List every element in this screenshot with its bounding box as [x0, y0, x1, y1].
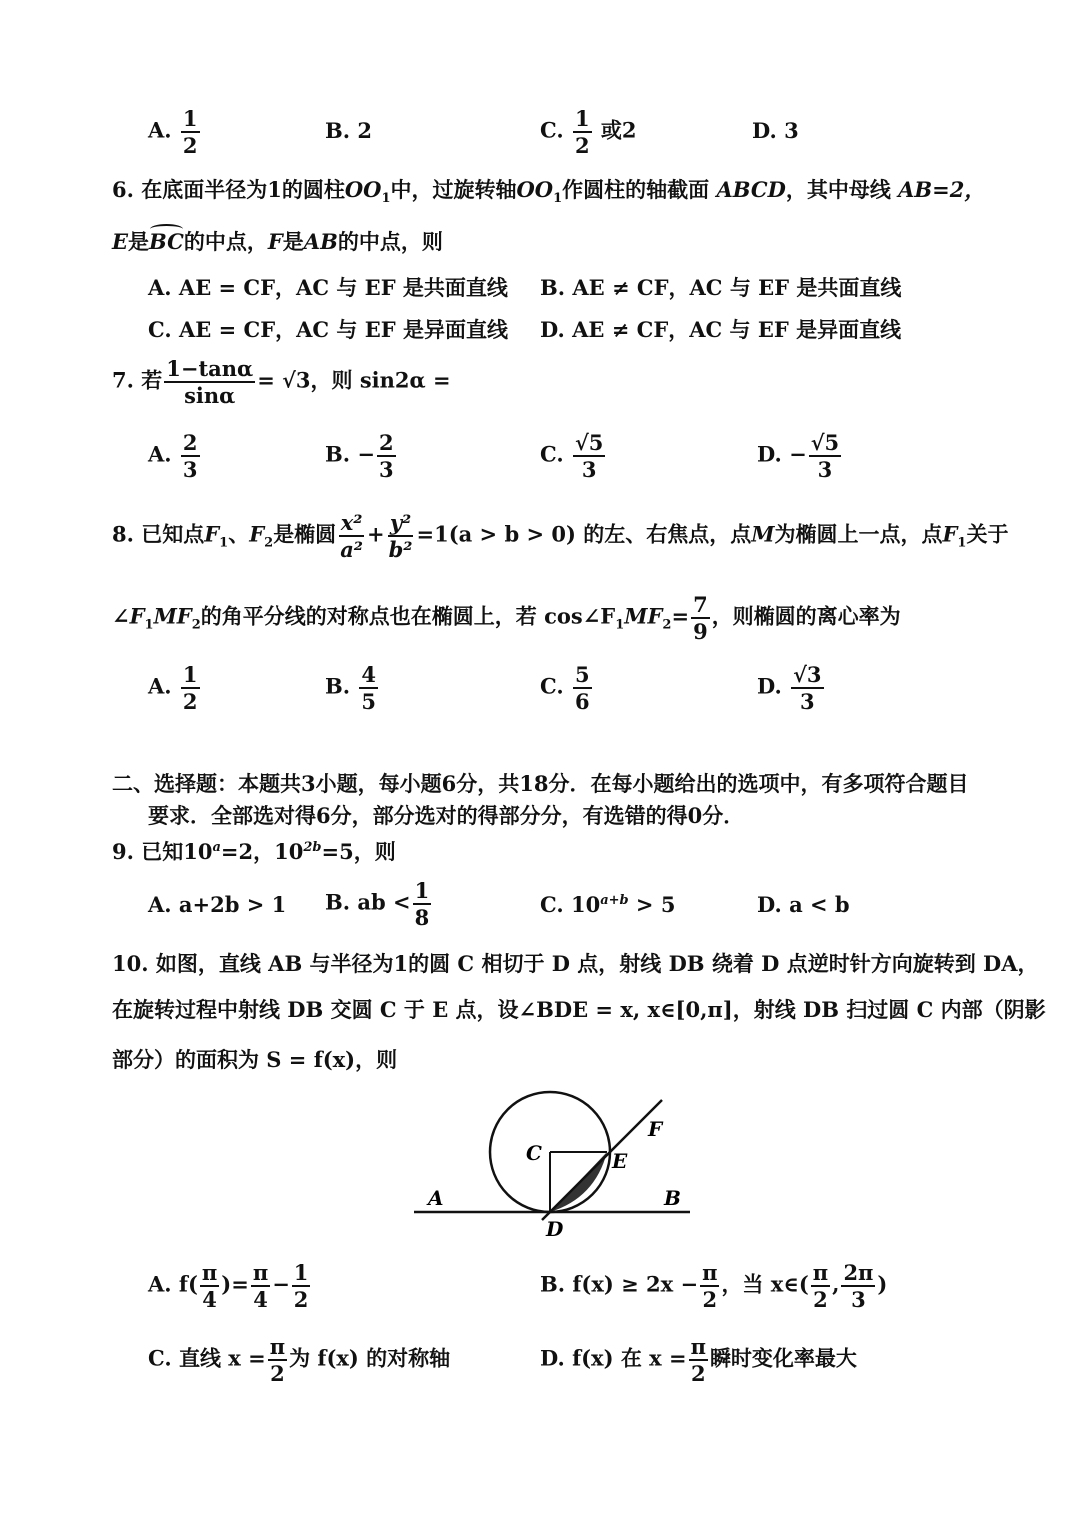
fraction: $\frac{2\pi}{3}$	[843, 1260, 874, 1312]
q10-option-c[interactable]: C. 直线 x = $\frac{\pi}{2}$ 为 f(x) 的对称轴	[148, 1334, 451, 1386]
q7-option-a[interactable]: A. $\frac{2}{3}$	[148, 430, 198, 482]
fraction: $\frac{\text{x²}}{\text{a²}}$	[340, 510, 363, 562]
arc-bc: BC	[149, 229, 184, 254]
q8-option-c[interactable]: C. $\frac{5}{6}$	[540, 662, 590, 714]
fraction: $\frac{\pi}{2}$	[690, 1334, 706, 1386]
q7-option-d[interactable]: D. − $\frac{√5}{3}$	[757, 430, 840, 482]
q6-option-b[interactable]: B. AE ≠ CF，AC 与 EF 是共面直线	[540, 275, 902, 300]
label-a: A	[428, 1186, 444, 1210]
fraction: $\frac{1}{2}$	[574, 106, 590, 158]
fraction: $\frac{\pi}{4}$	[252, 1260, 269, 1312]
label-e: E	[612, 1149, 628, 1173]
q9-option-b[interactable]: B. ab < $\frac{1}{8}$	[325, 878, 430, 930]
q9-stem: 9. 已知$10^a=2$，$10^{2b}=5$，则	[112, 839, 396, 864]
section-2-line1: 二、选择题：本题共3小题，每小题6分，共18分．在每小题给出的选项中，有多项符合题目	[112, 771, 969, 796]
q6-stem-line1: 6. 在底面半径为1的圆柱$OO_1$中，过旋转轴$OO_1$作圆柱的轴截面 ABCD，其中母线 AB=2，	[112, 177, 986, 207]
q6-option-d[interactable]: D. AE ≠ CF，AC 与 EF 是异面直线	[540, 317, 902, 342]
fraction: $\frac{5}{6}$	[574, 662, 590, 714]
q6-stem-line2: E是BC的中点，F是AB的中点，则	[112, 229, 443, 254]
q10-option-d[interactable]: D. f(x) 在 x = $\frac{\pi}{2}$ 瞬时变化率最大	[540, 1334, 857, 1386]
fraction: $\frac{7}{9}$	[693, 592, 708, 644]
fraction: $\frac{1}{2}$	[293, 1260, 309, 1312]
q7-option-c[interactable]: C. $\frac{√5}{3}$	[540, 430, 604, 482]
ray-df	[542, 1100, 662, 1220]
fraction: $\frac{\text{y²}}{\text{b²}}$	[388, 510, 413, 562]
fraction: $\frac{√5}{3}$	[810, 430, 840, 482]
label-c: C	[526, 1141, 542, 1165]
q10-option-b[interactable]: B. f(x) ≥ 2x − $\frac{\pi}{2}$ ，当 x∈( $\frac{\pi}{2}$ , $\frac{2\pi}{3}$ )	[540, 1260, 888, 1312]
label-b: B	[664, 1186, 681, 1210]
fraction: $\frac{√3}{3}$	[793, 662, 822, 714]
q10-stem-line1: 10. 如图，直线 AB 与半径为1的圆 C 相切于 D 点，射线 DB 绕着 D 点逆时针方向旋转到 DA，	[112, 951, 1039, 976]
q5-option-a[interactable]: A. $\frac{1}{2}$	[148, 106, 198, 158]
q7-stem: 7. 若 $\frac{1-\tan\alpha}{\sin\alpha}$ = √3，则 sin2α =	[112, 356, 451, 408]
q9-option-d[interactable]: D. a < b	[757, 892, 850, 917]
q10-stem-line2: 在旋转过程中射线 DB 交圆 C 于 E 点，设∠BDE = x, x∈[0,π]，射线 DB 扫过圆 C 内部（阴影	[112, 997, 1046, 1022]
label-d: D	[546, 1217, 564, 1240]
q10-option-a[interactable]: A. f( $\frac{\pi}{4}$ )= $\frac{\pi}{4}$ − $\frac{1}{2}$	[148, 1260, 309, 1312]
q5-option-c[interactable]: C. $\frac{1}{2}$ 或2	[540, 106, 637, 158]
q6-option-c[interactable]: C. AE = CF，AC 与 EF 是异面直线	[148, 317, 508, 342]
section-2-line2: 要求．全部选对得6分，部分选对的得部分分，有选错的得0分．	[148, 803, 745, 828]
fraction: $\frac{2}{3}$	[378, 430, 394, 482]
q10-stem-line3: 部分）的面积为 S = f(x)，则	[112, 1047, 398, 1072]
q8-option-b[interactable]: B. $\frac{4}{5}$	[325, 662, 376, 714]
fraction: $\frac{\pi}{2}$	[812, 1260, 829, 1312]
q9-option-a[interactable]: A. a+2b > 1	[148, 892, 287, 917]
fraction: $\frac{1-\tan\alpha}{\sin\alpha}$	[166, 356, 254, 408]
fraction: $\frac{1}{2}$	[182, 106, 198, 158]
q8-stem-line2: $\angle F_1MF_2$的角平分线的对称点也在椭圆上，若 $\cos\angle F_1MF_2=$ $\frac{7}{9}$ ，则椭圆的离心率为	[112, 592, 901, 644]
fraction: $\frac{2}{3}$	[182, 430, 198, 482]
q9-option-c[interactable]: C. $10^{a+b} > 5$	[540, 892, 676, 917]
fraction: $\frac{\pi}{2}$	[702, 1260, 718, 1312]
q5-option-b[interactable]: B. 2	[325, 118, 372, 143]
q6-option-a[interactable]: A. AE = CF，AC 与 EF 是共面直线	[148, 275, 508, 300]
fraction: $\frac{1}{2}$	[182, 662, 198, 714]
fraction: $\frac{\pi}{4}$	[201, 1260, 218, 1312]
label-f: F	[648, 1117, 663, 1141]
q8-option-a[interactable]: A. $\frac{1}{2}$	[148, 662, 198, 714]
fraction: $\frac{4}{5}$	[361, 662, 376, 714]
q7-option-b[interactable]: B. − $\frac{2}{3}$	[325, 430, 394, 482]
fraction: $\frac{1}{8}$	[414, 878, 430, 930]
q10-figure	[400, 1090, 700, 1240]
q8-stem-line1: 8. 已知点$F_1$、$F_2$是椭圆 $\frac{\text{x²}}{\text{a²}}$ + $\frac{\text{y²}}{\text{b²}}$ =1(a > b > 0) 的左、右焦点，点M为椭圆上一点，点$F_1$关于	[112, 510, 1009, 562]
q8-option-d[interactable]: D. $\frac{√3}{3}$	[757, 662, 822, 714]
fraction: $\frac{\pi}{2}$	[269, 1334, 286, 1386]
fraction: $\frac{√5}{3}$	[574, 430, 604, 482]
q5-option-d[interactable]: D. 3	[752, 118, 799, 143]
